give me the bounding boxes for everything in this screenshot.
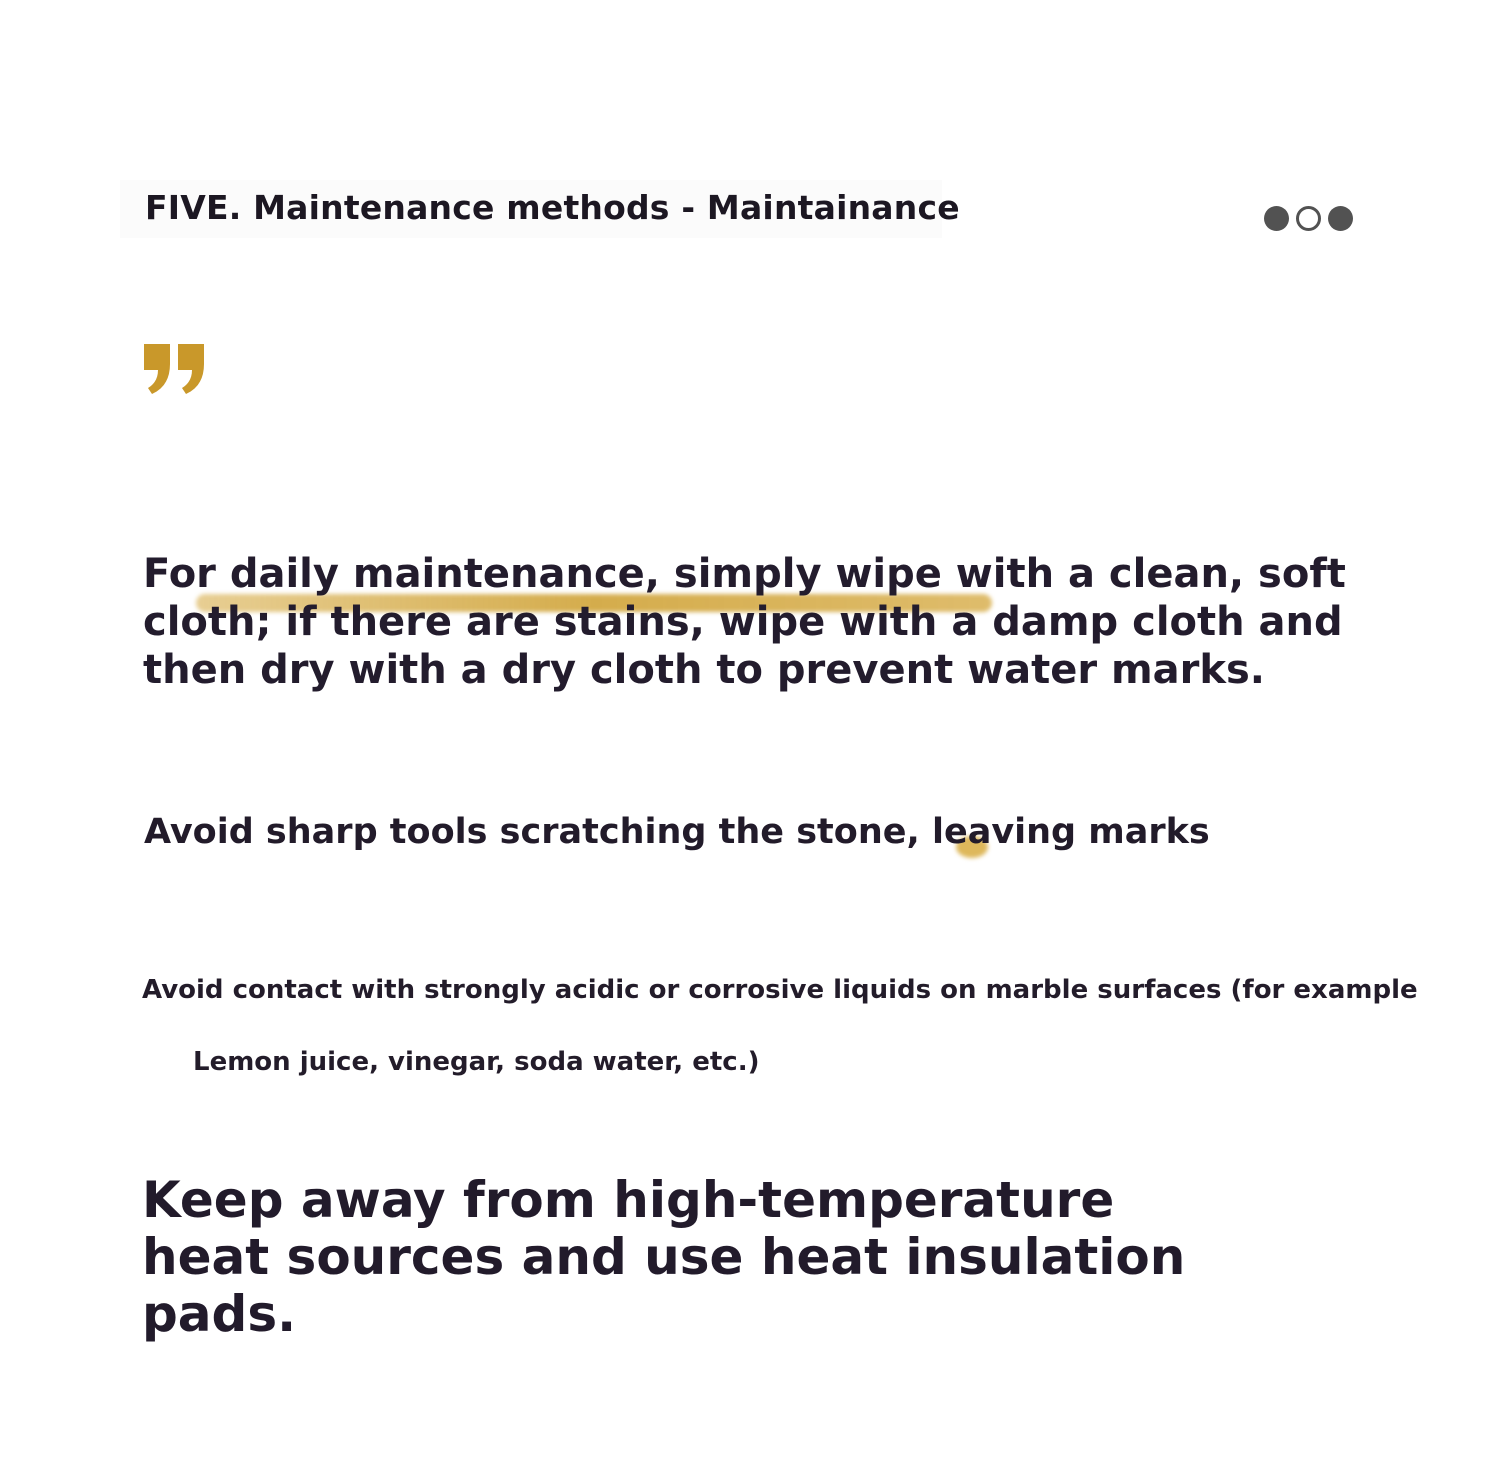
heat-warning: Keep away from high-temperature heat sources and use heat insulation pads. — [142, 1171, 1186, 1343]
acid-warning-line-2: Lemon juice, vinegar, soda water, etc.) — [193, 1047, 760, 1077]
page-indicator — [1264, 206, 1353, 231]
page-dot-3[interactable] — [1328, 206, 1353, 231]
page-dot-2[interactable] — [1296, 206, 1321, 231]
section-heading: FIVE. Maintenance methods - Maintainance — [145, 188, 960, 227]
closing-quote-icon — [140, 320, 212, 400]
maintenance-paragraph: For daily maintenance, simply wipe with a clean, soft cloth; if there are stains, wipe with a damp cloth and then dry with a dry cloth to prevent water marks. — [143, 551, 1346, 693]
sharp-tools-note: Avoid sharp tools scratching the stone, leaving marks — [144, 812, 1210, 852]
page-dot-1[interactable] — [1264, 206, 1289, 231]
acid-warning-line-1: Avoid contact with strongly acidic or corrosive liquids on marble surfaces (for example — [142, 975, 1418, 1005]
